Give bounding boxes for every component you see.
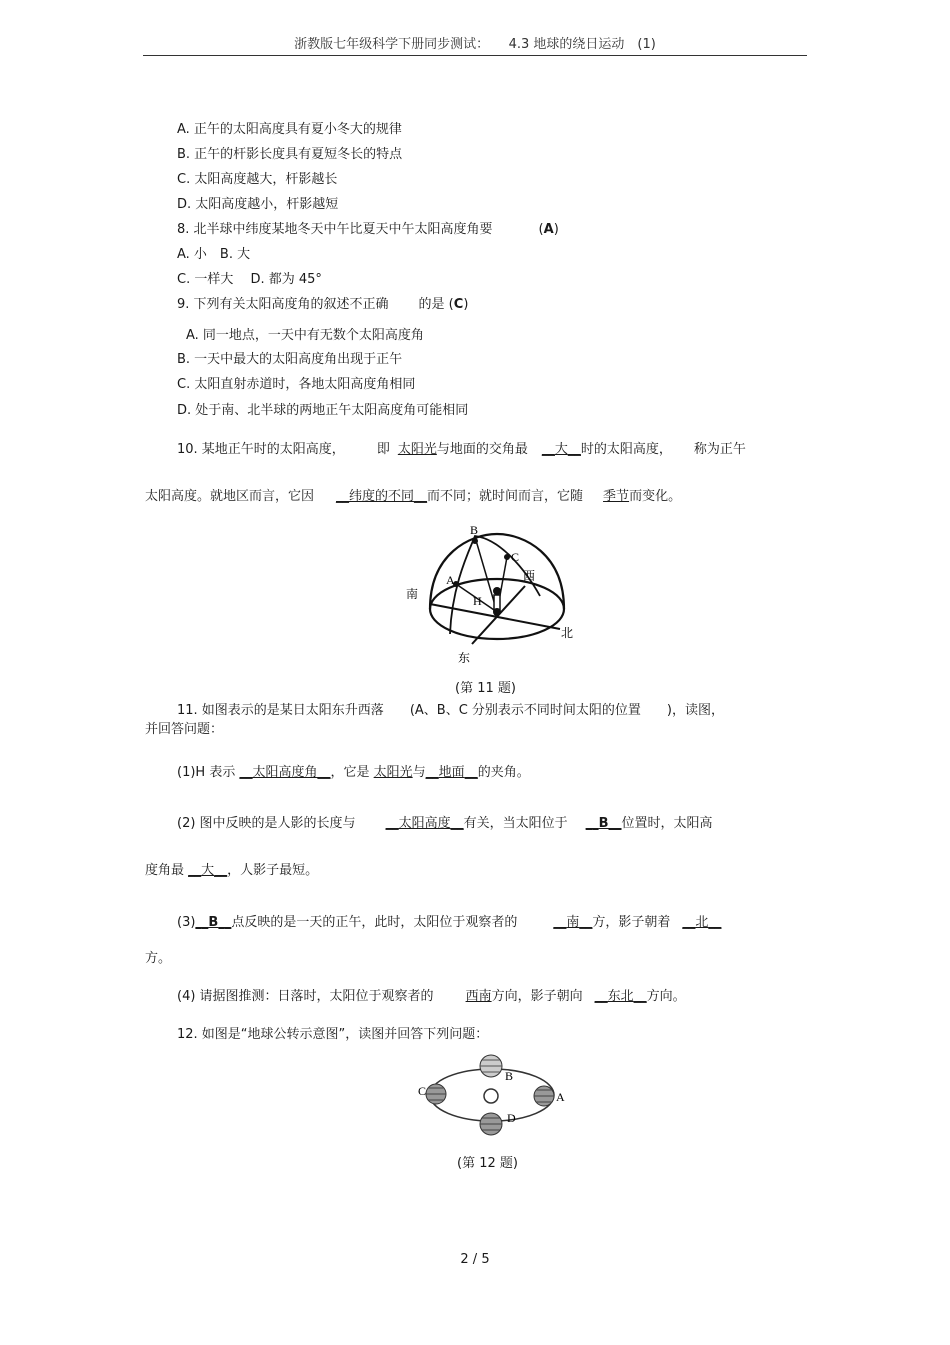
q7-option-b: B. 正午的杆影长度具有夏短冬长的特点 — [177, 147, 403, 162]
q11-sub2-answer-1: __太阳高度__ — [385, 816, 464, 831]
q11-sub2-pre: (2) 图中反映的是人影的长度与 — [177, 816, 356, 831]
q11-sub1 — [177, 764, 530, 782]
q10-answer-2-value: 大 — [554, 442, 568, 457]
q11-sub3 — [177, 914, 721, 932]
q11-sub1-pre: (1)H 表示 — [177, 765, 236, 780]
q11-sub3-pre: (3) — [177, 915, 196, 930]
q11-sub1-post: 的夹角。 — [477, 765, 530, 780]
q11-sub2-answer-3: __大__ — [188, 863, 228, 878]
sun-path-diagram — [400, 524, 580, 669]
q11-sub3-answer-1-value: B — [208, 915, 219, 930]
q11-sub3-mid2: 方，影子朝着 — [592, 915, 671, 930]
q11-sub1-answer-3: __地面__ — [425, 765, 478, 780]
q11-sub3-answer-2: __南__ — [553, 915, 593, 930]
sun — [484, 1089, 498, 1103]
q11-sub3-line2: 方。 — [145, 951, 172, 966]
q7-option-c: C. 太阳高度越大，杆影越长 — [177, 172, 338, 187]
q9-option-b: B. 一天中最大的太阳高度角出现于正午 — [177, 352, 403, 367]
q11-sub3-mid: 点反映的是一天的正午，此时，太阳位于观察者的 — [231, 915, 518, 930]
q11-sub3-answer-1: __B__ — [195, 915, 232, 930]
q7-option-d: D. 太阳高度越小，杆影越短 — [177, 197, 339, 212]
q8-answer: A — [543, 222, 554, 237]
page-header: 浙教版七年级科学下册同步测试： 4.3 地球的绕日运动 (1) — [143, 33, 807, 56]
q11-sub2-line2-pre: 度角最 — [145, 863, 185, 878]
q10-line1 — [177, 441, 746, 459]
q9-stem: 9. 下列有关太阳高度角的叙述不正确 的是 (C) — [177, 297, 469, 312]
orbit-label-c: C — [418, 1084, 427, 1098]
q11-sub1-mid2: 与 — [412, 765, 426, 780]
label-b: B — [470, 524, 479, 537]
q10-text-6: 太阳高度。就地区而言，它因 — [145, 489, 315, 504]
label-a: A — [446, 573, 455, 587]
q10-text-5: 称为正午 — [693, 442, 746, 457]
q9-option-a: A. 同一地点，一天中有无数个太阳高度角 — [186, 328, 424, 343]
q11-sub1-answer-2: 太阳光 — [373, 765, 413, 780]
q11-sub2-answer-2-value: B — [598, 816, 609, 831]
orbit-label-a: A — [556, 1090, 565, 1104]
earth-orbit-diagram — [412, 1050, 572, 1140]
q8-options-cd: C. 一样大 D. 都为 45° — [177, 272, 322, 287]
q11-sub4-post: 方向。 — [646, 989, 686, 1004]
label-west: 西 — [523, 569, 536, 583]
q10-text-4: 时的太阳高度， — [580, 442, 672, 457]
q10-answer-3-value: 纬度的不同 — [349, 489, 415, 504]
q11-sub2-answer-3-value: 大 — [201, 863, 215, 878]
sun-position-c — [504, 554, 510, 560]
q9-stem-pre: 9. 下列有关太阳高度角的叙述不正确 — [177, 297, 389, 312]
q11-sub3-answer-3-value: 北 — [695, 915, 709, 930]
q9-option-c: C. 太阳直射赤道时，各地太阳高度角相同 — [177, 377, 416, 392]
orbit-label-b: B — [505, 1069, 514, 1083]
q11-sub2-mid: 有关，当太阳位于 — [463, 816, 568, 831]
sun-position-b — [472, 538, 478, 544]
q11-sub2-answer-2: __B__ — [585, 816, 622, 831]
q9-option-d: D. 处于南、北半球的两地正午太阳高度角可能相同 — [177, 403, 469, 418]
q8-stem-text: 8. 北半球中纬度某地冬天中午比夏天中午太阳高度角要 — [177, 222, 493, 237]
q11-sub3-answer-2-value: 南 — [566, 915, 580, 930]
q10-text-3: 与地面的交角最 — [436, 442, 528, 457]
observer-head — [493, 587, 501, 595]
label-east: 东 — [458, 651, 471, 665]
q7-option-a: A. 正午的太阳高度具有夏小冬大的规律 — [177, 122, 402, 137]
q11-sub1-mid: ，它是 — [330, 765, 370, 780]
q10-text-2: 即 — [376, 442, 390, 457]
figure-12-caption: (第 12 题) — [457, 1156, 518, 1171]
q11-sub2-answer-1-value: 太阳高度 — [398, 816, 451, 831]
q11-stem-2: (A、B、C 分别表示不同时间太阳的位置 — [409, 703, 641, 718]
q11-stem-1: 11. 如图表示的是某日太阳东升西落 — [177, 703, 384, 718]
q11-sub4-answer-2-value: 东北 — [607, 989, 634, 1004]
label-north: 北 — [561, 626, 574, 640]
q10-answer-4: 季节 — [603, 489, 630, 504]
q10-text-8: 而变化。 — [629, 489, 682, 504]
q11-stem-3: )，读图， — [666, 703, 724, 718]
q11-sub3-answer-3: __北__ — [682, 915, 722, 930]
q10-answer-2: __大__ — [541, 442, 581, 457]
q11-stem-line2: 并回答问题： — [145, 722, 224, 737]
q11-sub2-line2 — [145, 862, 318, 880]
earth-position-c — [426, 1084, 446, 1104]
q9-stem-post: 的是 ( — [418, 297, 454, 312]
q10-line2 — [145, 488, 681, 506]
q10-text-1: 10. 某地正午时的太阳高度， — [177, 442, 345, 457]
q11-sub4-mid: 方向，影子朝向 — [491, 989, 583, 1004]
q11-sub4-pre: (4) 请据图推测：日落时，太阳位于观察者的 — [177, 989, 434, 1004]
q11-sub4 — [177, 988, 686, 1006]
q11-sub2-line2-post: ，人影子最短。 — [227, 863, 319, 878]
q8-options-ab: A. 小 B. 大 — [177, 247, 251, 262]
q9-answer: C — [453, 297, 464, 312]
q10-answer-3: __纬度的不同__ — [336, 489, 428, 504]
q10-text-7: 而不同；就时间而言，它随 — [427, 489, 584, 504]
figure-11-caption: (第 11 题) — [455, 681, 516, 696]
q11-sub2-post: 位置时，太阳高 — [621, 816, 713, 831]
earth-position-d — [480, 1113, 502, 1135]
q11-sub1-answer-3-value: 地面 — [438, 765, 465, 780]
label-south: 南 — [406, 587, 419, 601]
q11-sub4-answer-1: 西南 — [465, 989, 492, 1004]
q10-answer-1: 太阳光 — [397, 442, 437, 457]
earth-position-a — [534, 1086, 554, 1106]
observer-base — [493, 608, 501, 616]
page-number: 2 / 5 — [460, 1252, 490, 1267]
orbit-label-d: D — [507, 1111, 516, 1125]
q8-stem: 8. 北半球中纬度某地冬天中午比夏天中午太阳高度角要 (A) — [177, 222, 559, 237]
q11-sub1-answer-1: __太阳高度角__ — [239, 765, 331, 780]
q12-stem: 12. 如图是“地球公转示意图”，读图并回答下列问题： — [177, 1027, 489, 1042]
q11-stem — [177, 702, 724, 720]
q11-sub1-answer-1-value: 太阳高度角 — [252, 765, 318, 780]
label-c: C — [511, 550, 520, 564]
label-h: H — [473, 594, 482, 608]
q11-sub4-answer-2: __东北__ — [594, 989, 647, 1004]
earth-position-b — [480, 1055, 502, 1077]
q11-sub2 — [177, 815, 713, 833]
